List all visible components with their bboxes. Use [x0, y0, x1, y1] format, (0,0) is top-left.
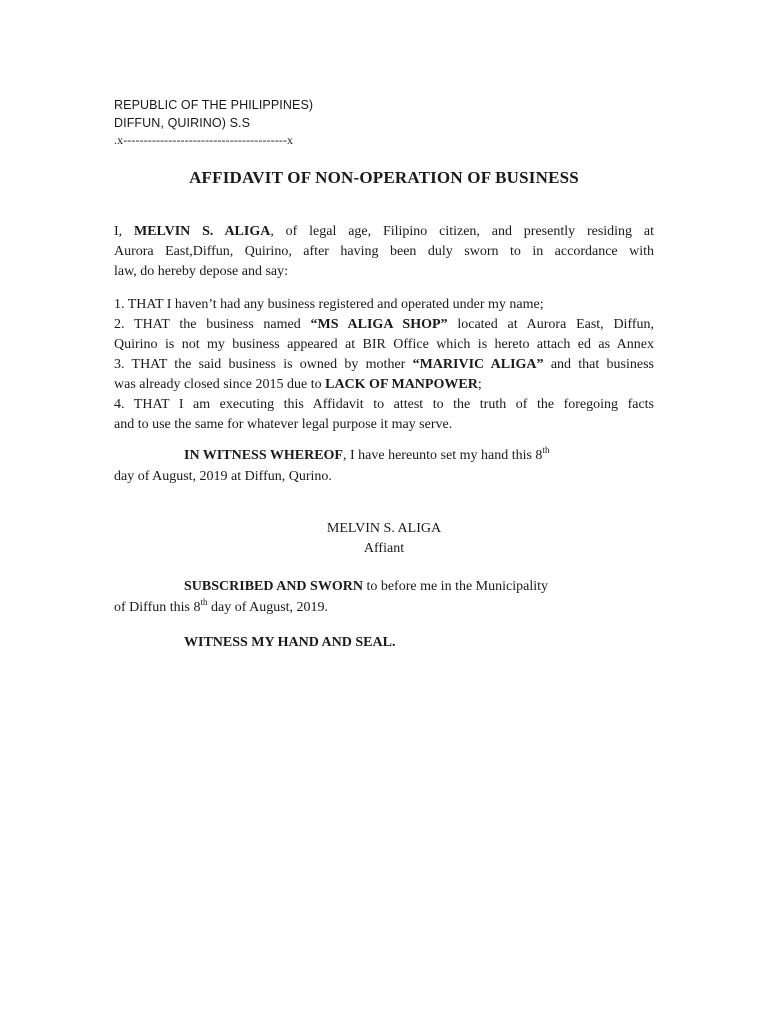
signature-name: MELVIN S. ALIGA	[326, 521, 442, 536]
statement-2-line-2: Quirino is not my business appeared at BIR Office which is hereto attach ed as Annex	[114, 337, 654, 352]
witness-heading: IN WITNESS WHEREOF	[184, 448, 343, 463]
page-title: AFFIDAVIT OF NON-OPERATION OF BUSINESS	[189, 168, 579, 187]
jurat-clause-line-2	[114, 598, 328, 617]
venue-separator: .x----------------------------------------x	[114, 133, 294, 147]
witness-text: , I have hereunto set my hand this 8	[342, 448, 543, 463]
signature-role: Affiant	[363, 541, 405, 556]
seal-statement: WITNESS MY HAND AND SEAL.	[184, 635, 396, 650]
statement-2	[114, 315, 654, 335]
statement-3-prefix: 3. THAT the said business is owned by mother	[114, 357, 413, 372]
statement-3-line-2-suffix: ;	[477, 377, 482, 392]
jurat-heading: SUBSCRIBED AND SWORN	[184, 579, 363, 594]
venue-republic: REPUBLIC OF THE PHILIPPINES)	[114, 98, 314, 112]
venue-municipality: DIFFUN, QUIRINO) S.S	[114, 116, 251, 130]
intro-line-2: Aurora East,Diffun, Quirino, after having been duly sworn to in accordance with	[114, 244, 654, 259]
intro-line-3: law, do hereby depose and say:	[114, 264, 289, 279]
business-name: “MS ALIGA SHOP”	[310, 317, 448, 332]
witness-clause-line-2: day of August, 2019 at Diffun, Qurino.	[114, 469, 332, 484]
statement-4-line-2: and to use the same for whatever legal purpose it may serve.	[114, 417, 453, 432]
jurat-clause	[184, 577, 548, 596]
jurat-ordinal: th	[200, 597, 208, 607]
statement-3-line-2-prefix: was already closed since 2015 due to	[114, 377, 326, 392]
statement-1: 1. THAT I haven’t had any business registered and operated under my name;	[114, 297, 544, 312]
statement-3-line-2	[114, 375, 654, 395]
affiant-name-inline: MELVIN S. ALIGA	[134, 224, 271, 239]
statement-3-suffix: and that business	[543, 357, 655, 372]
statements-list	[114, 295, 654, 435]
statement-4: 4. THAT I am executing this Affidavit to attest to the truth of the foregoing facts	[114, 397, 654, 412]
closure-reason: LACK OF MANPOWER	[325, 377, 478, 392]
witness-ordinal: th	[542, 445, 550, 455]
witness-clause	[184, 446, 549, 465]
jurat-date-suffix: day of August, 2019.	[207, 600, 329, 615]
intro-paragraph	[114, 222, 654, 282]
intro-prefix: I,	[114, 224, 134, 239]
statement-2-suffix: located at Aurora East, Diffun,	[447, 317, 655, 332]
intro-line-1-text: , of legal age, Filipino citizen, and presently residing at	[270, 224, 654, 239]
statement-2-prefix: 2. THAT the business named	[114, 317, 311, 332]
jurat-text: to before me in the Municipality	[362, 579, 548, 594]
jurat-date-prefix: of Diffun this 8	[114, 600, 201, 615]
intro-line-1	[114, 222, 654, 242]
owner-name: “MARIVIC ALIGA”	[412, 357, 544, 372]
statement-3	[114, 355, 654, 375]
